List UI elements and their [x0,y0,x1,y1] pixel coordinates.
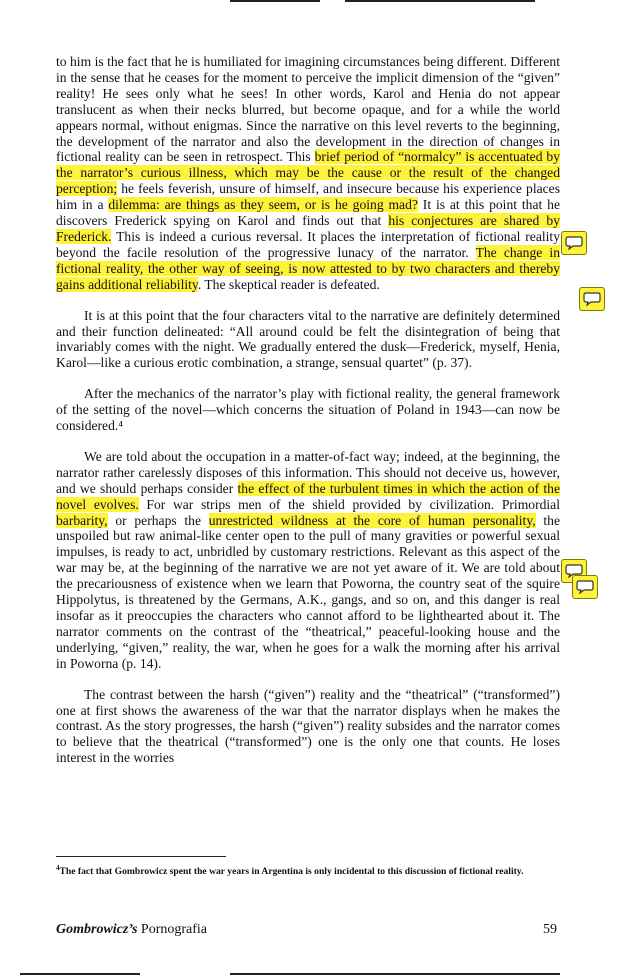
footnote-rule [56,856,226,857]
paragraph [56,386,560,434]
text-run: he feels feverish, unsure of himself, and insecure because his experience places him in a [56,181,560,213]
highlighted-text[interactable]: his conjectures are shared by Frederick. [56,213,560,244]
running-title [56,922,207,938]
text-run: or perhaps the [107,512,209,528]
paragraph [56,54,560,293]
comment-note-icon[interactable] [561,231,587,255]
text-run: It is at this point that the four characters vital to the narrative are definitely determined and their function delineated: “All around could be felt the disintegration of being that invariably comes with the night. We gradually entered the dusk—Frederick, myself, Henia, Karol—like a curious erotic combination, a strange, sensual quartet” (p. 37). [56,307,560,371]
comment-note-icon[interactable] [579,287,605,311]
highlighted-text[interactable]: barbarity, [56,512,108,528]
text-run: the unspoiled but raw animal-like center open to the pull of many gravities or powerful sexual impulses, is ready to act, unbridled by customary restrictions. Relevant as this aspect of the war may be, at the beginning of the narrative we are not yet aware of it. We are told about the precariousness of existence when we learn that Poworna, the country seat of the squire Hippolytus, is threatened by the Germans, A.K., gangs, and so on, and this danger is real insofar as it preoccupies the characters who cannot afford to be lighthearted about it. The narrator comments on the contrast of the “theatrical,” peaceful-looking house and the underlying, “given,” reality, the war, when he goes for a walk the morning after his arrival in Poworna (p. 14). [56,512,560,671]
text-run: After the mechanics of the narrator’s play with fictional reality, the general framework of the setting of the novel—which concerns the situation of Poland in 1943—can now be considered.⁴ [56,386,560,434]
text-run: This is indeed a curious reversal. It places the interpretation of fictional reality beyond the facile resolution of the progressive lunacy of the narrator. [56,228,560,260]
bottom-edge-rule [20,973,140,975]
footnote-text: The fact that Gombrowicz spent the war years in Argentina is only incidental to this discussion of fictional reality. [59,866,524,878]
page-body [56,54,560,766]
comment-note-icon[interactable] [572,575,598,599]
running-title-work: Pornografia [137,922,208,937]
text-run: The contrast between the harsh (“given”) reality and the “theatrical” (“transformed”) one at first shows the awareness of the war that the narrator displays when he makes the contrast. As the story progresses, the harsh (“given”) reality subsides and the narrator comes to believe that the theatrical (“transformed”) one is the only one that counts. He loses interest in the worries [56,686,560,766]
running-title-author: Gombrowicz’s [56,922,138,937]
highlighted-text[interactable]: unrestricted wildness at the core of human personality, [208,512,536,528]
top-edge-rule [345,0,535,2]
text-run: . The skeptical reader is defeated. [197,276,380,292]
highlighted-text[interactable]: brief period of “normalcy” is accentuated by the narrator’s curious illness, which may be the cause or the result of the changed perception; [56,149,560,197]
text-run: to him is the fact that he is humiliated for imagining circumstances being different. Different in the sense that he ceases for the moment to perceive the implicit dimension of the “given” reality! He sees only what he sees! In other words, Karol and Henia do not appear translucent as when their necks blurred, but become opaque, and for a while the world appears normal, without enigmas. Since the narrative on this level reverts to the beginning, the development of the narrator and also the development in the direction of changes in fictional reality can be seen in retrospect. This [56,54,560,165]
footnote-marker: 4 [56,864,60,872]
highlighted-text[interactable]: dilemma: are things as they seem, or is he going mad? [108,197,418,213]
footnote [56,862,560,878]
paragraph [56,687,560,767]
top-edge-rule [230,0,320,2]
highlighted-text[interactable]: the effect of the turbulent times in which the action of the novel evolves. [56,480,560,512]
paragraph [56,449,560,672]
bottom-edge-rule [230,973,560,975]
text-run: We are told about the occupation in a matter-of-fact way; indeed, at the beginning, the narrator rather carelessly disposes of this information. This should not deceive us, however, and we should perhaps consider [56,448,560,496]
paragraph [56,308,560,372]
text-run: It is at this point that he discovers Frederick spying on Karol and finds out that [56,197,560,229]
text-run: For war strips men of the shield provided by civilization. Primordial [138,496,560,512]
page-number: 59 [543,922,557,937]
highlighted-text[interactable]: The change in fictional reality, the other way of seeing, is now attested to by two characters and thereby gains additional reliability [56,244,560,292]
